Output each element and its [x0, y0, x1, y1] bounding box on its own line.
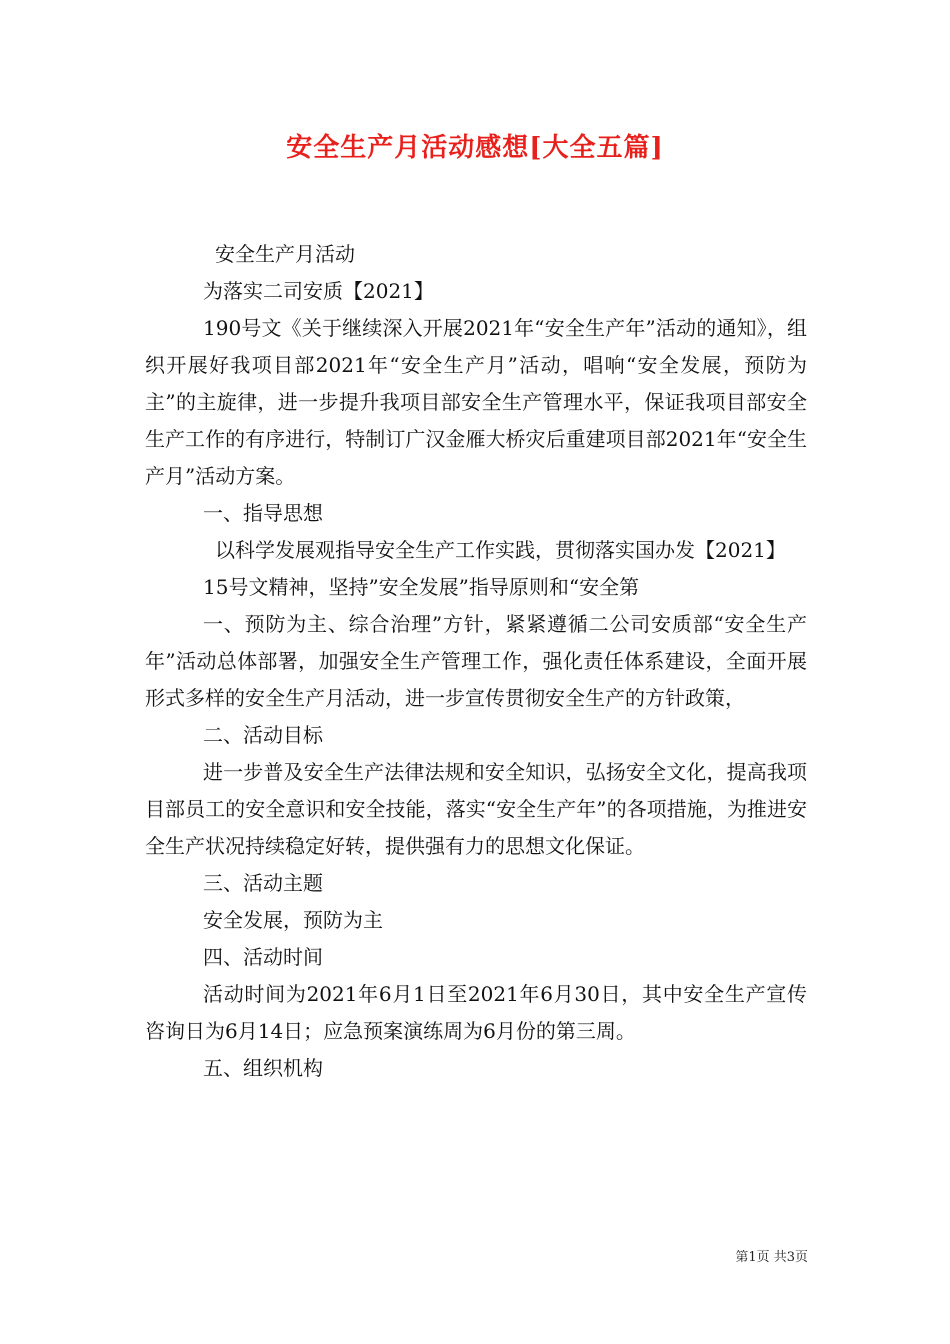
document-title: 安全生产月活动感想[大全五篇]: [286, 133, 664, 163]
heading-guiding-thought: 一、指导思想: [203, 501, 323, 525]
paragraph-5: 15号文精神，坚持”安全发展”指导原则和“安全第: [203, 575, 640, 599]
paragraph-2: 190号文《关于继续深入开展2021年“安全生产年”活动的通知》，组织开展好我项目部2021年“安全生产月”活动，唱响“安全发展，预防为主”的主旋律，进一步提升我项目部安全生产管理水平，保证我项目部安全生产工作的有序进行，特制订广汉金雁大桥灾后重建项目部2021年“安全生产月”活动方案。: [145, 316, 807, 488]
document-body: [145, 236, 807, 1087]
paragraph-8: 进一步普及安全生产法律法规和安全知识，弘扬安全文化，提高我项目部员工的安全意识和安全技能，落实“安全生产年”的各项措施，为推进安全生产状况持续稳定好转，提供强有力的思想文化保证。: [145, 760, 807, 858]
heading-activity-theme: 三、活动主题: [203, 871, 323, 895]
paragraph-1: 为落实二司安质【2021】: [203, 279, 434, 303]
paragraph-10: 安全发展，预防为主: [203, 908, 383, 932]
paragraph-6: 一、预防为主、综合治理”方针，紧紧遵循二公司安质部“安全生产年”活动总体部署，加强安全生产管理工作，强化责任体系建设，全面开展形式多样的安全生产月活动，进一步宣传贯彻安全生产的方针政策，: [145, 612, 807, 710]
paragraph-12: 活动时间为2021年6月1日至2021年6月30日，其中安全生产宣传咨询日为6月14日；应急预案演练周为6月份的第三周。: [145, 982, 807, 1043]
heading-activity-goal: 二、活动目标: [203, 723, 323, 747]
paragraph-0: 安全生产月活动: [215, 242, 355, 266]
page-number: 第1页 共3页: [735, 1250, 808, 1265]
paragraph-4: 以科学发展观指导安全生产工作实践，贯彻落实国办发【2021】: [215, 538, 786, 562]
heading-activity-time: 四、活动时间: [203, 945, 323, 969]
heading-organization: 五、组织机构: [203, 1056, 323, 1080]
